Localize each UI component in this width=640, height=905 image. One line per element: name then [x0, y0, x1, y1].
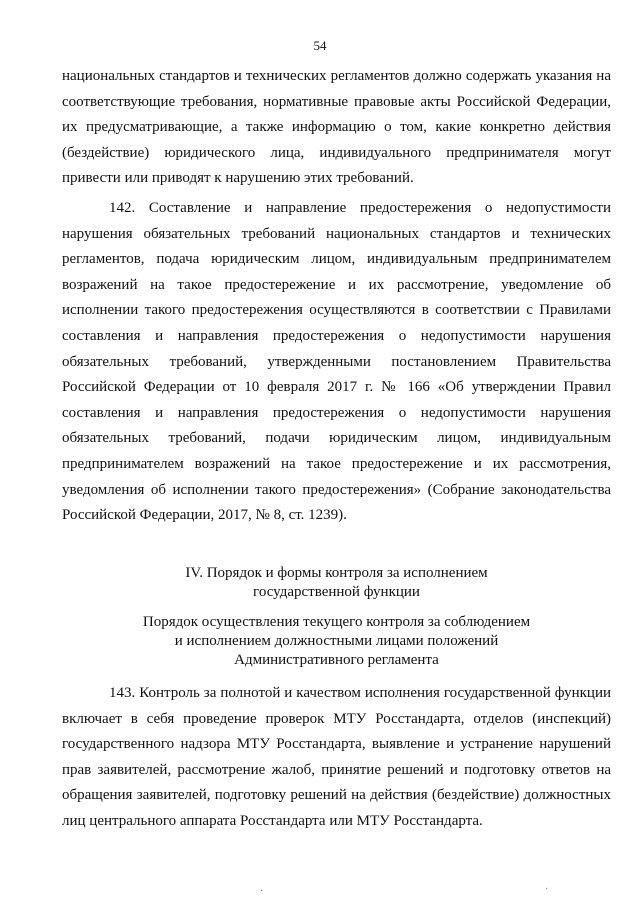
- subsection-heading: [62, 613, 611, 670]
- subsection-heading-line-3: Административного регламента: [234, 652, 439, 668]
- section-heading-line-2: государственной функции: [253, 584, 420, 600]
- scan-artifact-mark: ·: [260, 886, 264, 897]
- paragraph-142: 142. Составление и направление предостережения о недопустимости нарушения обязательных требований национальных стандартов и технических регламентов, подача юридическим лицом, индивидуальным предпринимателем возражений на такое предостережение и их рассмотрение, уведомление об исполнении такого предостережения осуществляются в соответствии с Правилами составления и направления предостережения о недопустимости нарушения обязательных требований, утвержденными постановлением Правительства Российской Федерации от 10 февраля 2017 г. № 166 «Об утверждении Правил составления и направления предостережения о недопустимости нарушения обязательных требований, подачи юридическим лицом, индивидуальным предпринимателем возражений на такое предостережение и их рассмотрения, уведомления об исполнении такого предостережения» (Собрание законодательства Российской Федерации, 2017, № 8, ст. 1239).: [62, 200, 611, 524]
- page-number: 54: [313, 38, 327, 53]
- scan-artifact-mark: ·: [545, 884, 549, 895]
- subsection-heading-line-1: Порядок осуществления текущего контроля за соблюдением: [142, 614, 531, 630]
- paragraph-continuation: национальных стандартов и технических регламентов должно содержать указания на соответствующие требования, нормативные правовые акты Российской Федерации, их предусматривающие, а также информацию о том, какие конкретно действия (бездействие) юридического лица, индивидуального предпринимателя могут привести или приводят к нарушению этих требований.: [62, 68, 611, 187]
- section-heading: [62, 564, 611, 602]
- subsection-heading-line-2: и исполнением должностными лицами положений: [174, 633, 499, 649]
- paragraph-143: 143. Контроль за полнотой и качеством исполнения государственной функции включает в себя проведение проверок МТУ Росстандарта, отделов (инспекций) государственного надзора МТУ Росстандарта, выявление и устранение нарушений прав заявителей, рассмотрение жалоб, принятие решений и подготовку ответов на обращения заявителей, подготовку решений на действия (бездействие) должностных лиц центрального аппарата Росстандарта или МТУ Росстандарта.: [62, 685, 611, 829]
- section-heading-line-1: IV. Порядок и формы контроля за исполнением: [185, 565, 488, 581]
